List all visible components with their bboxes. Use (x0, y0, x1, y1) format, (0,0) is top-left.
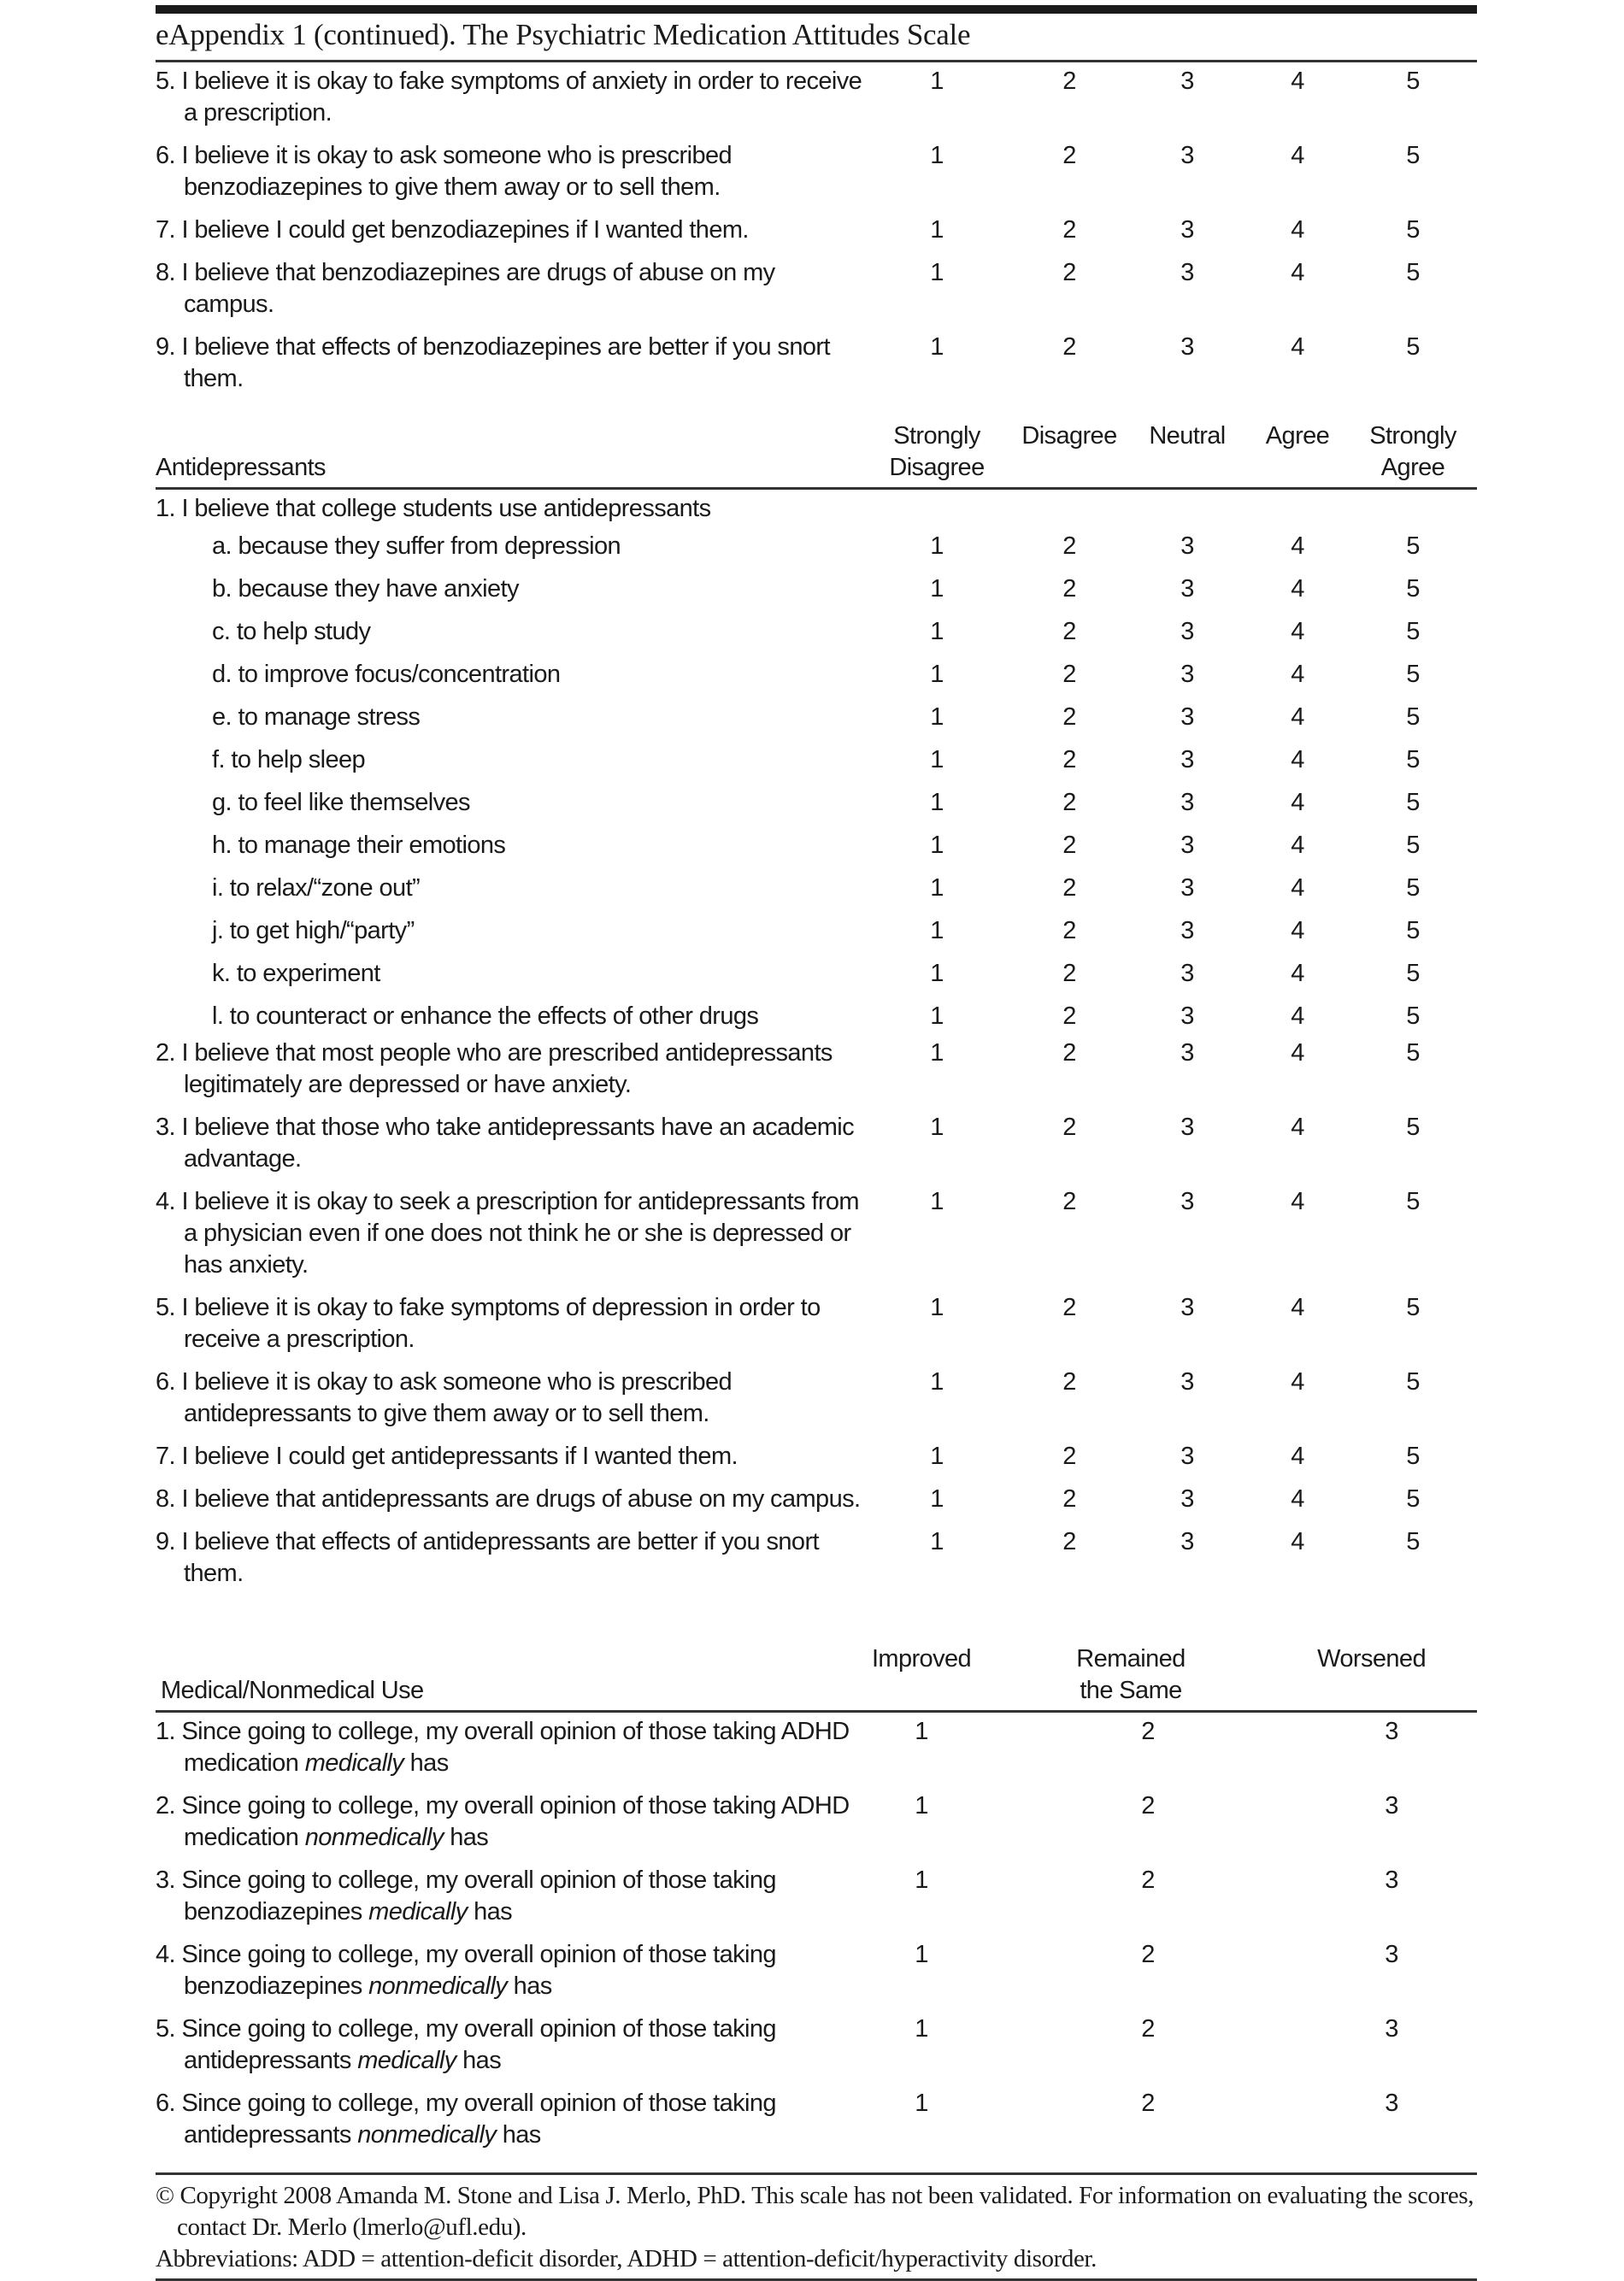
item-text: 6. I believe it is okay to ask someone who is prescribed antidepressants to give them away or to sell them. (156, 1368, 733, 1427)
scale-value[interactable]: 1 (930, 917, 944, 944)
subitem-text: l. to counteract or enhance the effects of other drugs (212, 1002, 759, 1030)
scale-value[interactable]: 1 (930, 1039, 944, 1067)
item-text: 6. Since going to college, my overall opinion of those taking antidepressants nonmedically has (156, 2090, 776, 2149)
scale-value[interactable]: 5 (1406, 1485, 1420, 1513)
table-row (156, 995, 1477, 1038)
section-label-medical-use: Medical/Nonmedical Use (161, 1677, 424, 1704)
scale-value[interactable]: 4 (1291, 142, 1304, 169)
antidepressants-section (156, 490, 1477, 1601)
subitem-text: e. to manage stress (212, 703, 421, 731)
subitem-text: k. to experiment (212, 960, 380, 987)
scale-value[interactable]: 1 (930, 1528, 944, 1555)
scale-value[interactable]: 3 (1180, 746, 1194, 773)
scale-value[interactable]: 1 (930, 1002, 944, 1030)
scale-value[interactable]: 4 (1291, 1294, 1304, 1321)
scale-value[interactable]: 3 (1180, 703, 1194, 731)
scale-value[interactable]: 4 (1291, 532, 1304, 560)
table-row (156, 2088, 1477, 2151)
item-text: 3. Since going to college, my overall opinion of those taking benzodiazepines medically has (156, 1867, 776, 1925)
benzo-section (156, 62, 1477, 395)
scale-value[interactable]: 5 (1406, 1368, 1420, 1396)
scale-value[interactable]: 4 (1291, 333, 1304, 361)
subitem-text: j. to get high/“party” (212, 917, 415, 944)
abbreviations-note: Abbreviations: ADD = attention-deficit disorder, ADHD = attention-deficit/hyperactivity disorder. (156, 2245, 1097, 2272)
col-remained-same: Remained the Same (1076, 1645, 1186, 1704)
scale-value[interactable]: 1 (930, 532, 944, 560)
scale-value[interactable]: 5 (1406, 874, 1420, 902)
item-text: 4. Since going to college, my overall opinion of those taking benzodiazepines nonmedically has (156, 1941, 776, 2000)
subitem-text: i. to relax/“zone out” (212, 874, 421, 902)
scale-value[interactable]: 3 (1385, 1718, 1398, 1745)
scale-value[interactable]: 3 (1180, 917, 1194, 944)
scale-value[interactable]: 5 (1406, 703, 1420, 731)
table-row (156, 525, 1477, 567)
scale-value[interactable]: 2 (1062, 1368, 1076, 1396)
scale-value[interactable]: 3 (1385, 2015, 1398, 2043)
scale-value[interactable]: 1 (930, 832, 944, 859)
item-text: 2. I believe that most people who are prescribed antidepressants legitimately are depressed or have anxiety. (156, 1039, 833, 1098)
scale-value[interactable]: 3 (1180, 68, 1194, 95)
scale-value[interactable]: 2 (1062, 259, 1076, 286)
scale-value[interactable]: 1 (930, 789, 944, 816)
table-row (156, 1716, 1477, 1779)
scale-value[interactable]: 2 (1062, 575, 1076, 603)
scale-value[interactable]: 2 (1062, 661, 1076, 688)
scale-value[interactable]: 2 (1141, 1867, 1155, 1894)
scale-value[interactable]: 4 (1291, 575, 1304, 603)
subitem-text: a. because they suffer from depression (212, 532, 621, 560)
scale-value[interactable]: 2 (1062, 1485, 1076, 1513)
scale-value[interactable]: 5 (1406, 333, 1420, 361)
scale-value[interactable]: 2 (1062, 216, 1076, 244)
table-row (156, 1367, 1477, 1430)
scale-value[interactable]: 2 (1062, 333, 1076, 361)
scale-value[interactable]: 2 (1062, 874, 1076, 902)
table-row (156, 257, 1477, 320)
scale-value[interactable]: 5 (1406, 575, 1420, 603)
col-disagree: Disagree (1021, 422, 1117, 450)
item-text: 7. I believe I could get antidepressants if I wanted them. (156, 1443, 738, 1470)
scale-value[interactable]: 3 (1180, 1528, 1194, 1555)
scale-value[interactable]: 4 (1291, 68, 1304, 95)
table-row (156, 1186, 1477, 1281)
scale-value[interactable]: 2 (1062, 832, 1076, 859)
scale-value[interactable]: 5 (1406, 1528, 1420, 1555)
item-text: 5. I believe it is okay to fake symptoms of depression in order to receive a prescription. (156, 1294, 821, 1353)
scale-value[interactable]: 5 (1406, 216, 1420, 244)
page-title: eAppendix 1 (continued). The Psychiatric Medication Attitudes Scale (156, 18, 971, 51)
table-row (156, 1112, 1477, 1175)
appendix-page (156, 0, 1477, 2281)
scale-value[interactable]: 4 (1291, 1368, 1304, 1396)
table-row (156, 952, 1477, 995)
scale-value[interactable]: 2 (1062, 746, 1076, 773)
scale-value[interactable]: 1 (930, 1188, 944, 1215)
scale-value[interactable]: 5 (1406, 1443, 1420, 1470)
scale-value[interactable]: 4 (1291, 746, 1304, 773)
table-row (156, 1441, 1477, 1473)
scale-value[interactable]: 2 (1062, 1039, 1076, 1067)
scale-value[interactable]: 3 (1180, 1368, 1194, 1396)
scale-value[interactable]: 3 (1385, 1867, 1398, 1894)
scale-value[interactable]: 1 (930, 259, 944, 286)
table-row (156, 867, 1477, 909)
scale-value[interactable]: 3 (1180, 1002, 1194, 1030)
subitem-text: b. because they have anxiety (212, 575, 519, 603)
scale-value[interactable]: 4 (1291, 618, 1304, 645)
scale-value[interactable]: 1 (930, 1368, 944, 1396)
scale-value[interactable]: 5 (1406, 1039, 1420, 1067)
subitem-text: h. to manage their emotions (212, 832, 506, 859)
scale-value[interactable]: 5 (1406, 960, 1420, 987)
scale-value[interactable]: 1 (930, 960, 944, 987)
scale-value[interactable]: 4 (1291, 259, 1304, 286)
scale-value[interactable]: 2 (1062, 532, 1076, 560)
scale-value[interactable]: 4 (1291, 789, 1304, 816)
antidepressants-header (156, 420, 1477, 484)
item-text: 4. I believe it is okay to seek a prescription for antidepressants from a physician even if one does not think he or she is depressed or has anxiety. (156, 1188, 859, 1279)
scale-value[interactable]: 4 (1291, 1002, 1304, 1030)
scale-value[interactable]: 4 (1291, 661, 1304, 688)
scale-value[interactable]: 2 (1062, 960, 1076, 987)
scale-value[interactable]: 4 (1291, 832, 1304, 859)
scale-value[interactable]: 2 (1141, 1941, 1155, 1968)
item-text: 8. I believe that antidepressants are drugs of abuse on my campus. (156, 1485, 861, 1513)
scale-value[interactable]: 3 (1180, 1114, 1194, 1141)
scale-value[interactable]: 1 (930, 703, 944, 731)
table-row (156, 909, 1477, 952)
scale-value[interactable]: 3 (1385, 1792, 1398, 1820)
scale-value[interactable]: 1 (915, 2090, 928, 2117)
subitem-text: d. to improve focus/concentration (212, 661, 561, 688)
scale-value[interactable]: 2 (1141, 1718, 1155, 1745)
item-text: 8. I believe that benzodiazepines are drugs of abuse on my campus. (156, 259, 775, 318)
scale-value[interactable]: 3 (1180, 575, 1194, 603)
scale-value[interactable]: 1 (930, 874, 944, 902)
table-row (156, 332, 1477, 395)
q1-stem: 1. I believe that college students use antidepressants (156, 495, 711, 522)
table-row (156, 738, 1477, 781)
scale-value[interactable]: 3 (1180, 1443, 1194, 1470)
scale-value[interactable]: 2 (1062, 703, 1076, 731)
col-agree: Agree (1265, 422, 1330, 450)
scale-value[interactable]: 4 (1291, 1114, 1304, 1141)
item-text: 5. Since going to college, my overall opinion of those taking antidepressants medically has (156, 2015, 776, 2074)
table-row (156, 610, 1477, 653)
scale-value[interactable]: 1 (930, 68, 944, 95)
scale-value[interactable]: 2 (1062, 1114, 1076, 1141)
medical-use-header (156, 1643, 1477, 1707)
scale-value[interactable]: 4 (1291, 960, 1304, 987)
table-row (156, 567, 1477, 610)
scale-value[interactable]: 1 (930, 618, 944, 645)
scale-value[interactable]: 4 (1291, 1188, 1304, 1215)
col-worsened: Worsened (1317, 1645, 1426, 1673)
scale-value[interactable]: 2 (1062, 142, 1076, 169)
footnotes (156, 2175, 1477, 2275)
scale-value[interactable]: 2 (1062, 917, 1076, 944)
scale-value[interactable]: 3 (1180, 216, 1194, 244)
scale-value[interactable]: 5 (1406, 1188, 1420, 1215)
col-improved: Improved (871, 1645, 972, 1673)
subitem-text: f. to help sleep (212, 746, 366, 773)
table-row (156, 66, 1477, 129)
table-row (156, 1526, 1477, 1590)
scale-value[interactable]: 4 (1291, 1443, 1304, 1470)
scale-value[interactable]: 1 (930, 216, 944, 244)
item-text: 3. I believe that those who take antidepressants have an academic advantage. (156, 1114, 855, 1173)
scale-value[interactable]: 5 (1406, 68, 1420, 95)
scale-value[interactable]: 2 (1062, 1528, 1076, 1555)
table-row (156, 781, 1477, 824)
scale-value[interactable]: 4 (1291, 1485, 1304, 1513)
table-row (156, 824, 1477, 867)
item-text: 6. I believe it is okay to ask someone who is prescribed benzodiazepines to give them away or to sell them. (156, 142, 733, 201)
table-row (156, 1484, 1477, 1515)
subitem-text: c. to help study (212, 618, 371, 645)
scale-value[interactable]: 2 (1141, 2015, 1155, 2043)
scale-value[interactable]: 4 (1291, 874, 1304, 902)
scale-value[interactable]: 3 (1180, 661, 1194, 688)
scale-value[interactable]: 1 (930, 142, 944, 169)
item-text: 9. I believe that effects of antidepressants are better if you snort them. (156, 1528, 819, 1587)
scale-value[interactable]: 5 (1406, 746, 1420, 773)
scale-value[interactable]: 4 (1291, 703, 1304, 731)
copyright-note: © Copyright 2008 Amanda M. Stone and Lisa J. Merlo, PhD. This scale has not been validated. For information on evaluating the scores, contact Dr. Merlo (lmerlo@ufl.edu). (156, 2182, 1474, 2241)
item-text: 5. I believe it is okay to fake symptoms of anxiety in order to receive a prescription. (156, 68, 862, 126)
section-label-antidepressants: Antidepressants (156, 454, 326, 481)
scale-value[interactable]: 3 (1180, 832, 1194, 859)
scale-value[interactable]: 1 (915, 1867, 928, 1894)
scale-value[interactable]: 1 (930, 746, 944, 773)
table-row (156, 1292, 1477, 1355)
scale-value[interactable]: 1 (930, 333, 944, 361)
scale-value[interactable]: 1 (930, 1294, 944, 1321)
scale-value[interactable]: 1 (915, 2015, 928, 2043)
table-row (156, 1038, 1477, 1101)
scale-value[interactable]: 5 (1406, 789, 1420, 816)
scale-value[interactable]: 2 (1062, 1002, 1076, 1030)
scale-value[interactable]: 2 (1062, 1443, 1076, 1470)
table-row (156, 1790, 1477, 1854)
scale-value[interactable]: 1 (930, 575, 944, 603)
scale-value[interactable]: 2 (1062, 618, 1076, 645)
table-row (156, 140, 1477, 203)
scale-value[interactable]: 3 (1385, 2090, 1398, 2117)
scale-value[interactable]: 3 (1180, 1485, 1194, 1513)
scale-value[interactable]: 3 (1180, 333, 1194, 361)
scale-value[interactable]: 2 (1062, 789, 1076, 816)
scale-value[interactable]: 4 (1291, 216, 1304, 244)
table-row (156, 215, 1477, 246)
item-text: 2. Since going to college, my overall opinion of those taking ADHD medication nonmedically has (156, 1792, 850, 1851)
scale-value[interactable]: 3 (1180, 1188, 1194, 1215)
table-row (156, 696, 1477, 738)
scale-value[interactable]: 1 (915, 1718, 928, 1745)
col-neutral: Neutral (1149, 422, 1226, 450)
scale-value[interactable]: 3 (1180, 618, 1194, 645)
scale-value[interactable]: 2 (1062, 68, 1076, 95)
medical-use-section (156, 1713, 1477, 2162)
scale-value[interactable]: 5 (1406, 917, 1420, 944)
scale-value[interactable]: 5 (1406, 142, 1420, 169)
scale-value[interactable]: 3 (1180, 960, 1194, 987)
scale-value[interactable]: 1 (915, 1941, 928, 1968)
scale-value[interactable]: 5 (1406, 532, 1420, 560)
scale-value[interactable]: 3 (1180, 532, 1194, 560)
scale-value[interactable]: 3 (1385, 1941, 1398, 1968)
item-text: 9. I believe that effects of benzodiazepines are better if you snort them. (156, 333, 830, 392)
top-rule (156, 5, 1477, 14)
scale-value[interactable]: 1 (930, 661, 944, 688)
scale-value[interactable]: 4 (1291, 917, 1304, 944)
scale-value[interactable]: 3 (1180, 1294, 1194, 1321)
scale-value[interactable]: 1 (915, 1792, 928, 1820)
scale-value[interactable]: 3 (1180, 789, 1194, 816)
subitem-text: g. to feel like themselves (212, 789, 470, 816)
scale-value[interactable]: 3 (1180, 874, 1194, 902)
table-row (156, 1939, 1477, 2002)
scale-value[interactable]: 3 (1180, 1039, 1194, 1067)
table-row (156, 1865, 1477, 1928)
scale-value[interactable]: 5 (1406, 259, 1420, 286)
col-strongly-agree: Strongly Agree (1369, 422, 1456, 481)
item-text: 7. I believe I could get benzodiazepines if I wanted them. (156, 216, 749, 244)
scale-value[interactable]: 5 (1406, 1114, 1420, 1141)
scale-value[interactable]: 1 (930, 1485, 944, 1513)
item-text: 1. Since going to college, my overall opinion of those taking ADHD medication medically has (156, 1718, 850, 1777)
scale-value[interactable]: 2 (1062, 1294, 1076, 1321)
scale-value[interactable]: 4 (1291, 1039, 1304, 1067)
table-row (156, 2014, 1477, 2077)
scale-value[interactable]: 5 (1406, 661, 1420, 688)
scale-value[interactable]: 1 (930, 1114, 944, 1141)
scale-value[interactable]: 3 (1180, 259, 1194, 286)
col-strongly-disagree: Strongly Disagree (889, 422, 985, 481)
scale-value[interactable]: 5 (1406, 1002, 1420, 1030)
scale-value[interactable]: 1 (930, 1443, 944, 1470)
scale-value[interactable]: 4 (1291, 1528, 1304, 1555)
table-row (156, 653, 1477, 696)
scale-value[interactable]: 3 (1180, 142, 1194, 169)
scale-value[interactable]: 5 (1406, 618, 1420, 645)
scale-value[interactable]: 5 (1406, 1294, 1420, 1321)
scale-value[interactable]: 2 (1141, 2090, 1155, 2117)
scale-value[interactable]: 2 (1141, 1792, 1155, 1820)
scale-value[interactable]: 5 (1406, 832, 1420, 859)
scale-value[interactable]: 2 (1062, 1188, 1076, 1215)
